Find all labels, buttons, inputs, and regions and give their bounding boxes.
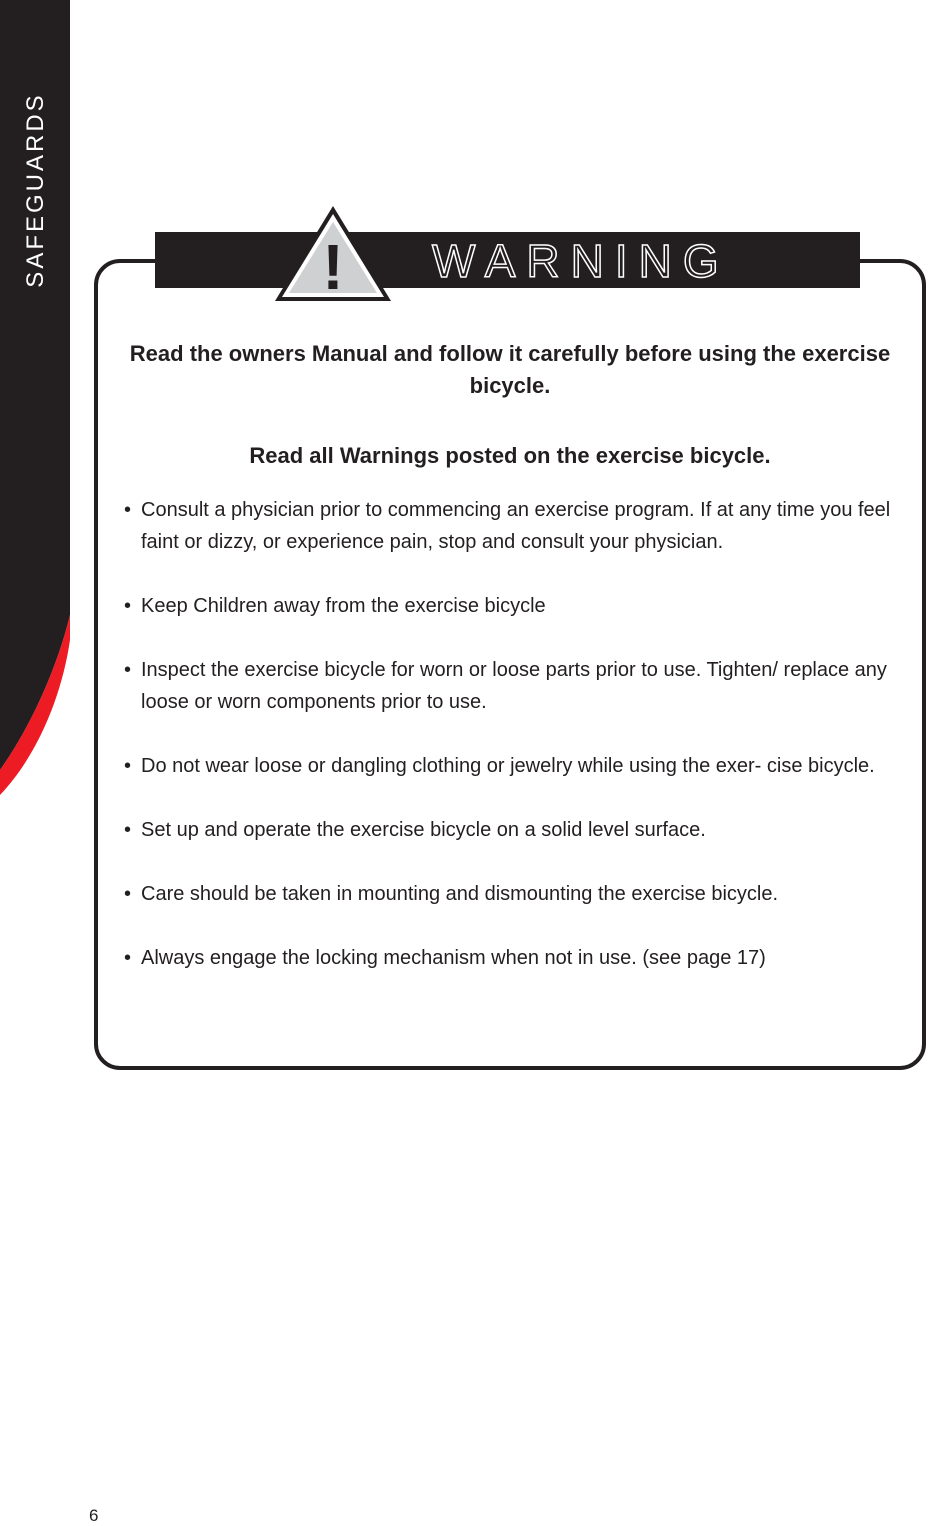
section-label: SAFEGUARDS [22,92,49,288]
bullet-consult-physician: • Consult a physician prior to commencing an exercise program. If at any time you feel faint or dizzy, or experience pain, stop and consult your physician. [124,494,894,558]
warning-bullet-list [124,494,894,1006]
exclamation-glyph: ! [322,231,344,303]
bullet-mounting-care: • Care should be taken in mounting and dismounting the exercise bicycle. [124,878,894,910]
warning-headline-posted: Read all Warnings posted on the exercise bicycle. [249,443,771,468]
bullet-inspect-parts: • Inspect the exercise bicycle for worn or loose parts prior to use. Tighten/ replace any loose or worn components prior to use. [124,654,894,718]
side-section-tab [0,0,70,800]
page-number: 6 [89,1506,99,1525]
bullet-keep-children-away: • Keep Children away from the exercise bicycle [124,590,894,622]
bullet-level-surface: • Set up and operate the exercise bicycle on a solid level surface. [124,814,894,846]
warning-headline-manual: Read the owners Manual and follow it carefully before using the exercise bicycle. [129,341,891,398]
bullet-loose-clothing: • Do not wear loose or dangling clothing or jewelry while using the exer- cise bicycle. [124,750,894,782]
exclamation-triangle-icon [272,204,394,304]
bullet-locking-mechanism: • Always engage the locking mechanism when not in use. (see page 17) [124,942,894,974]
warning-title: WARNING [432,235,730,287]
